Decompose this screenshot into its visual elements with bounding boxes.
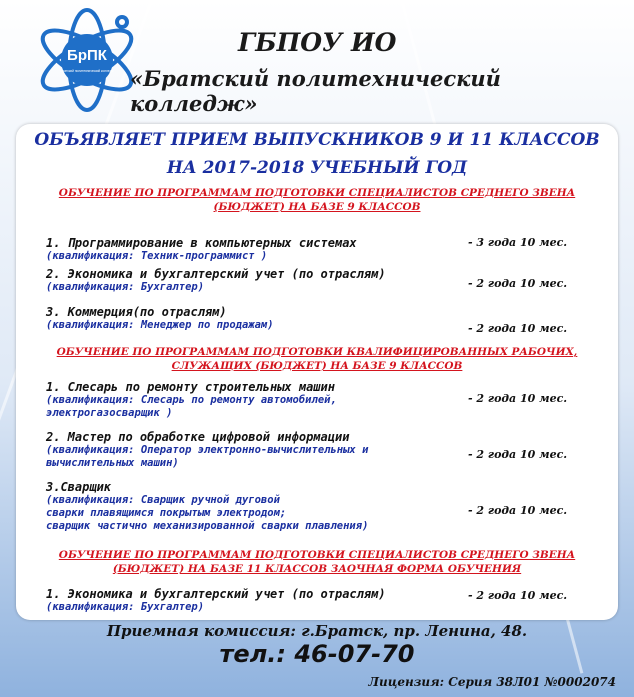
- logo-abbr: БрПК: [67, 47, 107, 64]
- license-info: Лицензия: Серия 38Л01 №0002074: [368, 675, 616, 689]
- program-duration: - 2 года 10 мес.: [468, 504, 568, 517]
- section2-heading-1: ОБУЧЕНИЕ ПО ПРОГРАММАМ ПОДГОТОВКИ КВАЛИФИЦИРОВАННЫХ РАБОЧИХ,: [56, 346, 578, 358]
- college-type-title: ГБПОУ ИО: [238, 28, 397, 57]
- program-duration: - 2 года 10 мес.: [468, 322, 568, 335]
- program-name: 1. Экономика и бухгалтерский учет (по отраслям): [46, 587, 386, 601]
- program-name: 2. Экономика и бухгалтерский учет (по отраслям): [46, 267, 386, 281]
- program-item: [46, 480, 476, 533]
- program-qualification: (квалификация: Сварщик ручной дуговой: [46, 494, 280, 506]
- section1-heading-2: (БЮДЖЕТ) НА БАЗЕ 9 КЛАССОВ: [213, 201, 421, 213]
- program-item: [46, 267, 476, 294]
- college-logo: [32, 8, 142, 113]
- program-name: 3. Коммерция(по отраслям): [46, 305, 227, 319]
- college-name: «Братский политехнический колледж»: [130, 66, 501, 116]
- section2-heading-2: СЛУЖАЩИХ (БЮДЖЕТ) НА БАЗЕ 9 КЛАССОВ: [171, 360, 463, 372]
- program-item: [46, 380, 476, 420]
- section3-heading-1: ОБУЧЕНИЕ ПО ПРОГРАММАМ ПОДГОТОВКИ СПЕЦИАЛИСТОВ СРЕДНЕГО ЗВЕНА: [58, 549, 576, 561]
- program-name: 3.Сварщик: [46, 480, 112, 494]
- program-qualification: (квалификация: Бухгалтер): [46, 601, 205, 613]
- program-item: [46, 236, 476, 263]
- program-duration: - 2 года 10 мес.: [468, 392, 568, 405]
- announce-line-1: ОБЪЯВЛЯЕТ ПРИЕМ ВЫПУСКНИКОВ 9 И 11 КЛАССОВ: [34, 130, 600, 150]
- program-name: 1. Слесарь по ремонту строительных машин: [46, 380, 335, 394]
- section1-heading-1: ОБУЧЕНИЕ ПО ПРОГРАММАМ ПОДГОТОВКИ СПЕЦИАЛИСТОВ СРЕДНЕГО ЗВЕНА: [58, 187, 576, 199]
- program-item: [46, 305, 476, 332]
- program-duration: - 2 года 10 мес.: [468, 277, 568, 290]
- logo-small: Братский политехнический колледж: [60, 69, 114, 73]
- program-qualification: (квалификация: Менеджер по продажам): [46, 319, 274, 331]
- program-qualification: электрогазосварщик ): [46, 407, 173, 419]
- section3-heading-2: (БЮДЖЕТ) НА БАЗЕ 11 КЛАССОВ ЗАОЧНАЯ ФОРМА ОБУЧЕНИЯ: [112, 563, 522, 575]
- program-qualification: сварщик частично механизированной сварки плавления): [46, 520, 369, 532]
- program-name: 1. Программирование в компьютерных системах: [46, 236, 357, 250]
- program-name: 2. Мастер по обработке цифровой информации: [46, 430, 350, 444]
- admissions-address: Приемная комиссия: г.Братск, пр. Ленина, 48.: [106, 622, 528, 640]
- announce-line-2: НА 2017-2018 УЧЕБНЫЙ ГОД: [166, 158, 468, 178]
- program-qualification: (квалификация: Бухгалтер): [46, 281, 205, 293]
- program-duration: - 3 года 10 мес.: [468, 236, 568, 249]
- program-qualification: сварки плавящимся покрытым электродом;: [46, 507, 287, 519]
- program-item: [46, 587, 476, 614]
- program-qualification: (квалификация: Техник-программист ): [46, 250, 268, 262]
- announcement-card: [16, 124, 618, 620]
- program-duration: - 2 года 10 мес.: [468, 448, 568, 461]
- program-qualification: вычислительных машин): [46, 457, 179, 469]
- program-duration: - 2 года 10 мес.: [468, 589, 568, 602]
- program-item: [46, 430, 476, 470]
- admissions-phone: тел.: 46-07-70: [219, 640, 415, 668]
- program-qualification: (квалификация: Оператор электронно-вычислительных и: [46, 444, 369, 456]
- program-qualification: (квалификация: Слесарь по ремонту автомобилей,: [46, 394, 337, 406]
